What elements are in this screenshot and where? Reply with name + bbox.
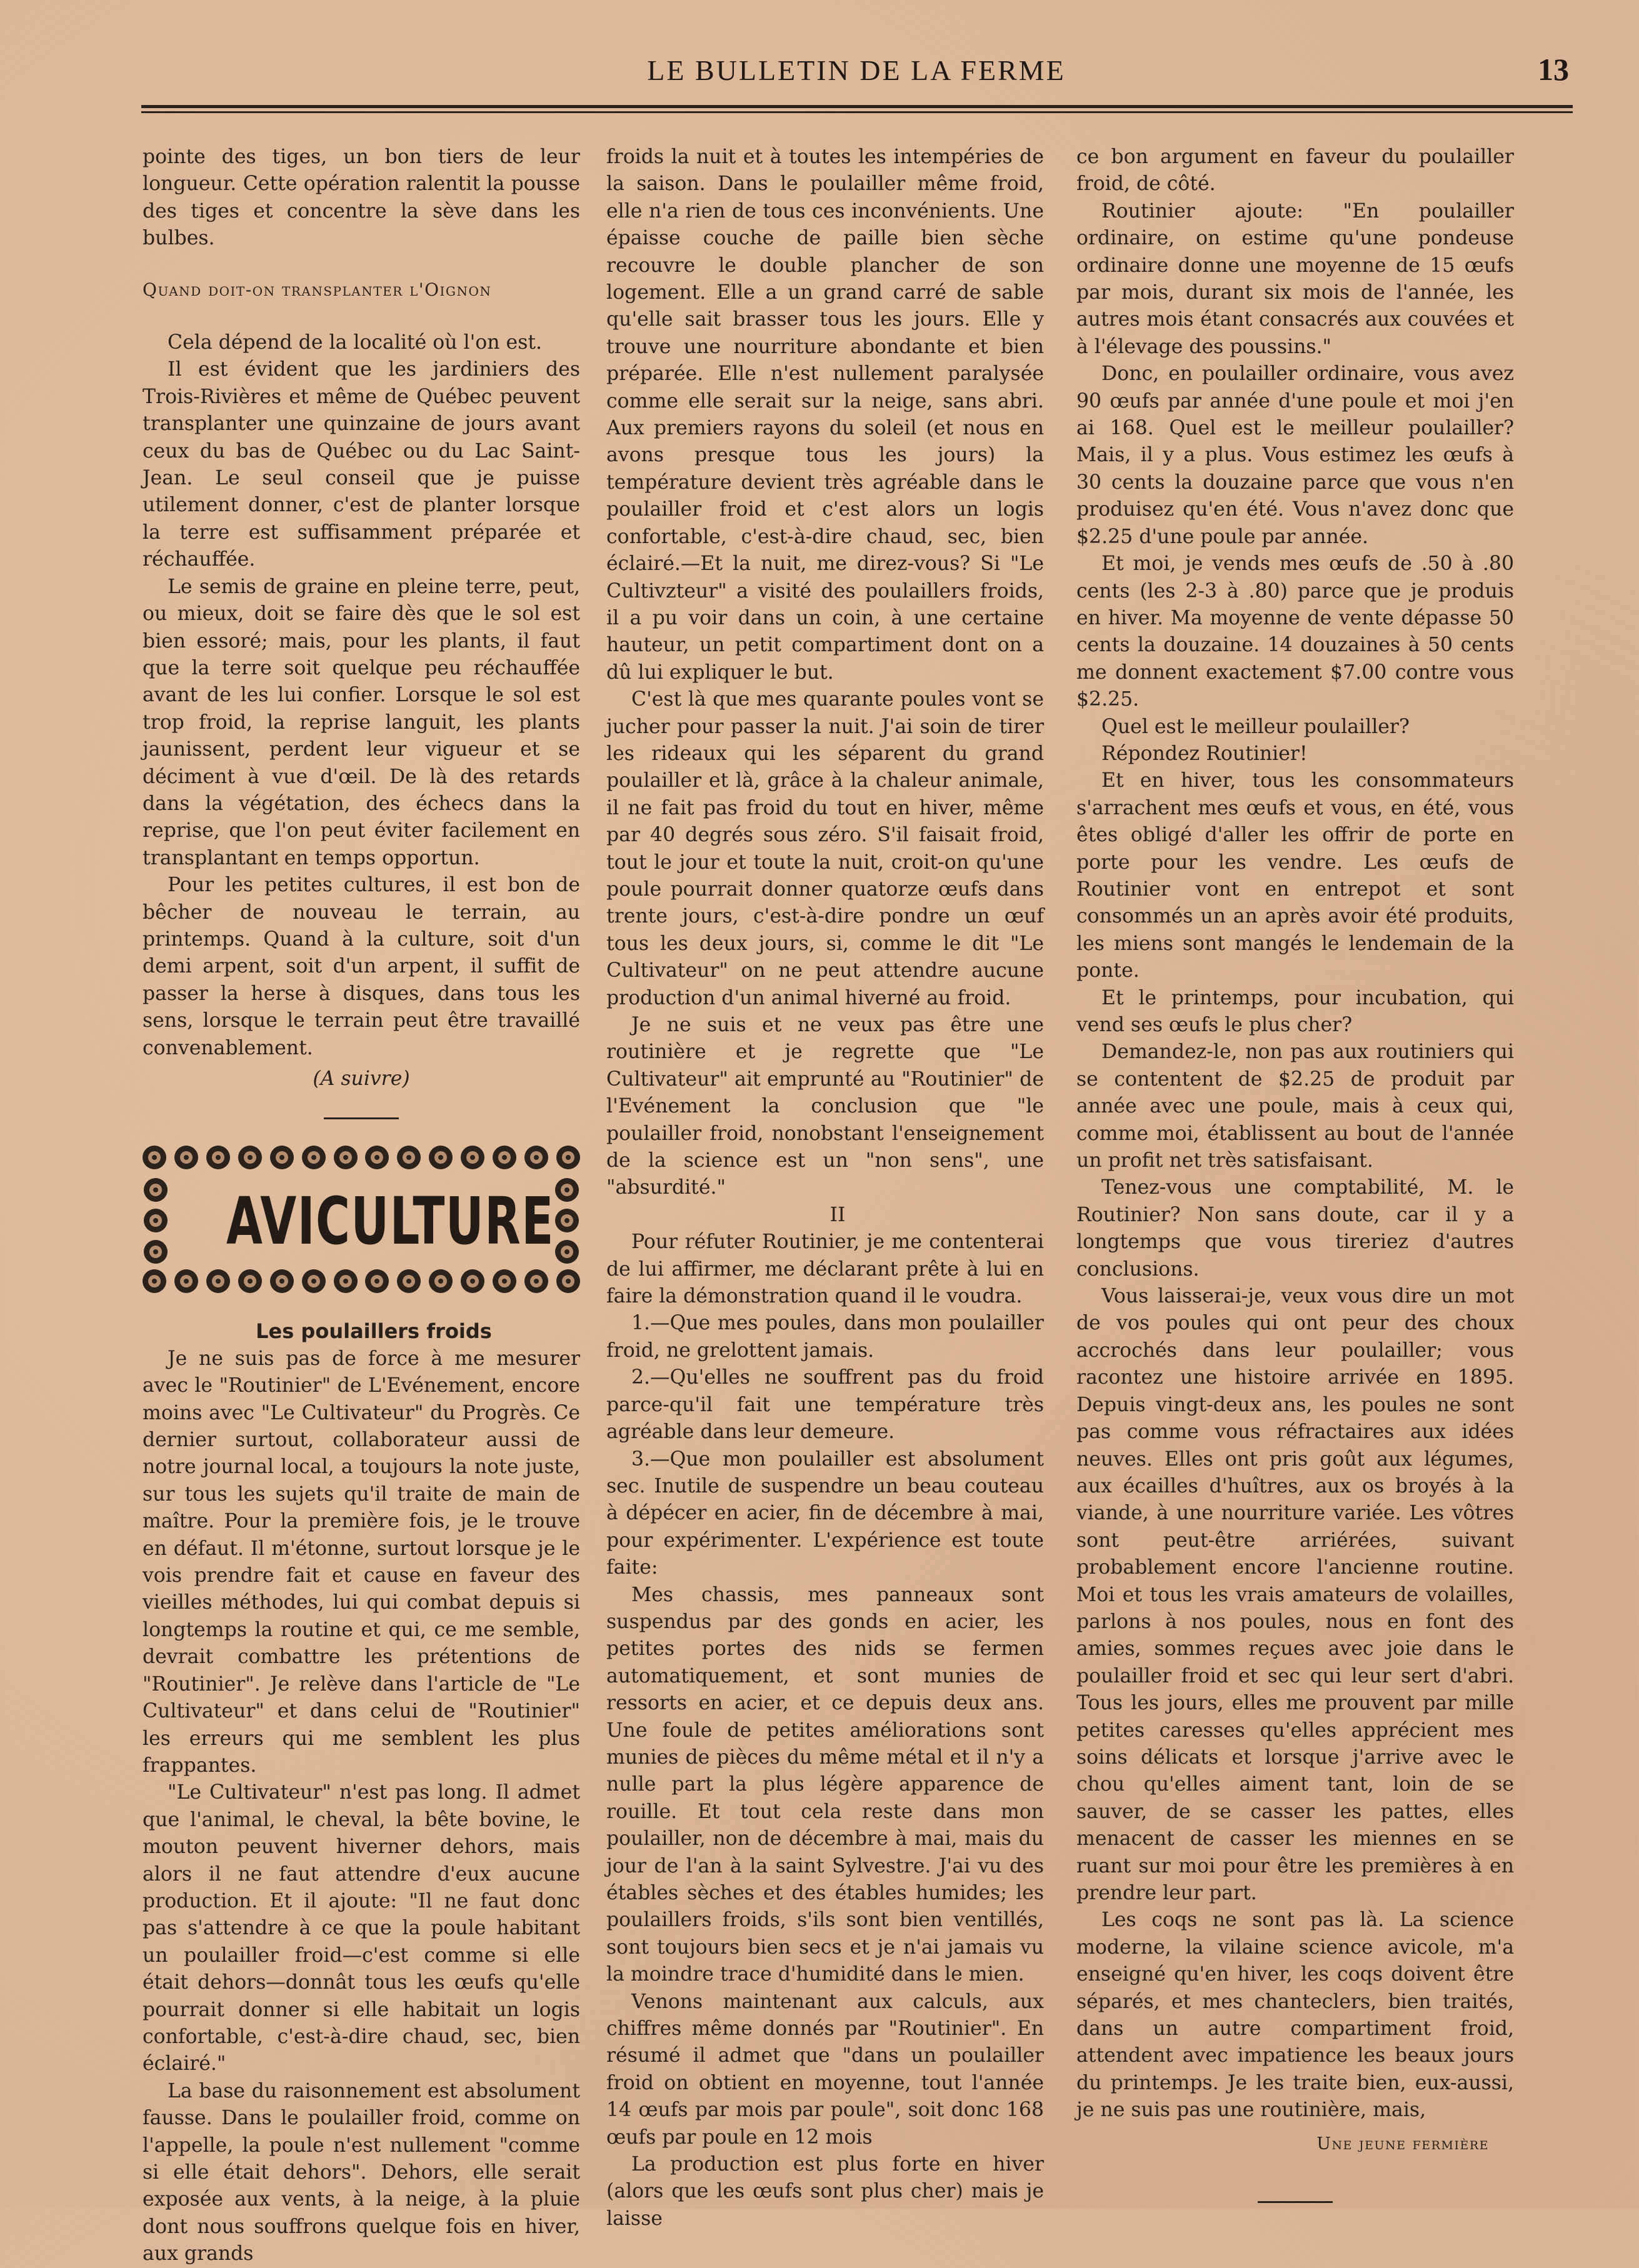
rosette-ornament (174, 1269, 198, 1293)
rosette-ornament (174, 1146, 198, 1169)
rosette-ornament (270, 1146, 294, 1169)
header-rule-thick (141, 105, 1573, 108)
col2-paragraph: C'est là que mes quarante poules vont se jucher pour passer la nuit. J'ai soin de tirer les rideaux qui les séparent du grand poulailler et là, grâce à la chaleur animale, il ne fait pas froid du tout en hiver, même par 40 degrés sous zéro. S'il faisait froid, tout le jour et toute la nuit, croit-on qu'une poule pourrait donner quatorze œufs dans trente jours, c'est-à-dire pondre un œuf tous les deux jours, si, comme le dit "Le Cultivateur" on ne peut attendre aucune production d'un animal hiverné au froid. (606, 688, 1044, 1009)
col3-paragraph: Demandez-le, non pas aux routiniers qui se contentent de $2.25 de produit par année avec une poule, mais à ceux qui, comme moi, établissent au bout de l'année un profit net très satisfaisant. (1076, 1041, 1514, 1172)
section-numeral: II (830, 1203, 846, 1226)
rosette-ornament (461, 1146, 484, 1169)
col1-paragraph: Je ne suis pas de force à me mesurer avec le "Routinier" de L'Evénement, encore moins avec "Le Cultivateur" du Progrès. Ce dernier surtout, collaborateur aussi de notre journal local, a toujours la note juste, sur tous les sujets qu'il traite de main de maître. Pour la première fois, je le trouve en défaut. Il m'étonne, surtout lorsque je le vois prendre fait et cause en faveur des vieilles méthodes, lui qui combat depuis si longtemps la routine et qui, ce me semble, devrait combattre les prétentions de "Routinier". Je relève dans l'article de "Le Cultivateur" et dans celui de "Routinier" les erreurs qui me semblent les plus frappantes. (143, 1347, 580, 1777)
masthead-title: LE BULLETIN DE LA FERME (647, 54, 1066, 86)
rosette-ornament (334, 1269, 358, 1293)
rosette-ornament (493, 1269, 516, 1293)
aviculture-title: AVICULTURE (226, 1183, 554, 1260)
col3-paragraph: Et moi, je vends mes œufs de .50 à .80 cents (les 2-3 à .80) parce que je produis en hiver. Ma moyenne de vente dépasse 50 cents la douzaine. 14 douzaines à 50 cents me donnent exactement $7.00 contre vous $2.25. (1076, 552, 1514, 711)
author-signature: Une jeune fermière (1316, 2134, 1489, 2154)
rosette-ornament (365, 1269, 389, 1293)
rosette-border-right (554, 1174, 580, 1267)
rosette-border-top (143, 1146, 580, 1172)
col1-subhead: Quand doit-on transplanter l'Oignon (143, 279, 492, 300)
section-divider (324, 1117, 399, 1119)
col2-paragraph: La production est plus forte en hiver (alors que les œufs sont plus cher) mais je laisse (606, 2153, 1044, 2230)
rosette-ornament (493, 1146, 516, 1169)
rosette-ornament (143, 1146, 166, 1169)
rosette-ornament (397, 1146, 421, 1169)
col3-paragraph: Répondez Routinier! (1101, 742, 1308, 765)
rosette-ornament (270, 1269, 294, 1293)
col3-paragraph: Donc, en poulailler ordinaire, vous avez 90 œufs par année d'une poule et moi j'en ai 168. Quel est le meilleur poulailler? Mais, il y a plus. Vous estimez les œufs à 30 cents la douzaine parce que vous n'en produisez qu'en été. Vous n'avez donc que $2.25 d'une poule par année. (1076, 362, 1514, 548)
rosette-ornament (334, 1146, 358, 1169)
col1-paragraph: Pour les petites cultures, il est bon de bêcher de nouveau le terrain, au printemps. Quand à la culture, soit d'un demi arpent, soit d'un arpent, il suffit de passer la herse à disques, dans tous les sens, lorsque le terrain peut être travaillé convenablement. (143, 874, 580, 1059)
col3-paragraph: Et en hiver, tous les consommateurs s'arrachent mes œufs et vous, en été, vous êtes obligé d'aller les offrir de porte en porte pour les vendre. Les œufs de Routinier vont en entrepot et sont consommés un an après avoir été produits, les miens sont mangés le lendemain de la ponte. (1076, 769, 1514, 982)
rosette-ornament (429, 1269, 453, 1293)
col3-paragraph: Tenez-vous une comptabilité, M. le Routinier? Non sans doute, car il y a longtemps que vous tireriez d'autres conclusions. (1076, 1176, 1514, 1281)
rosette-ornament (524, 1269, 548, 1293)
rosette-ornament (206, 1269, 230, 1293)
rosette-ornament (397, 1269, 421, 1293)
col1-intro: pointe des tiges, un bon tiers de leur longueur. Cette opération ralentit la pousse des tiges et concentre la sève dans les bulbes. (143, 146, 580, 250)
rosette-ornament (143, 1269, 166, 1293)
col1-paragraph: Cela dépend de la localité où l'on est. (168, 331, 543, 354)
aviculture-banner (143, 1146, 580, 1296)
rosette-border-left (143, 1174, 169, 1267)
rosette-border-bottom (143, 1269, 580, 1296)
rosette-ornament (302, 1146, 326, 1169)
col2-paragraph: froids la nuit et à toutes les intempéries de la saison. Dans le poulailler même froid, elle n'a rien de tous ces inconvénients. Une épaisse couche de paille bien sèche recouvre le double plancher de son logement. Elle a un grand carré de sable qu'elle sait brasser tous les jours. Elle y trouve une nourriture abondante et bien préparée. Elle n'est nullement paralysée comme elle serait sur la neige, sans abri. Aux premiers rayons du soleil (et nous en avons presque tous les jours) la température devient très agréable dans le poulailler froid et c'est alors un logis confortable, c'est-à-dire chaud, sec, bien éclairé.—Et la nuit, me direz-vous? Si "Le Cultivzteur" a visité des poulaillers froids, il a pu voir dans un coin, à une certaine hauteur, un petit compartiment dont on a dû lui expliquer le but. (606, 146, 1044, 684)
page-number: 13 (1538, 52, 1569, 87)
col2-paragraph: Je ne suis et ne veux pas être une routinière et je regrette que "Le Cultivateur" ait emprunté au "Routinier" de l'Evénement la conclusion que "le poulailler froid, nonobstant l'enseignement de la science est un "non sens", une "absurdité." (606, 1014, 1044, 1199)
rosette-ornament (206, 1146, 230, 1169)
rosette-ornament (556, 1269, 580, 1293)
rosette-ornament (555, 1209, 579, 1232)
col3-paragraph: Quel est le meilleur poulailler? (1101, 715, 1410, 738)
end-divider (1258, 2201, 1333, 2203)
rosette-ornament (144, 1209, 168, 1232)
col1-paragraph: Il est évident que les jardiniers des Trois-Rivières et même de Québec peuvent transplanter une quinzaine de jours avant ceux du bas de Québec ou du Lac Saint-Jean. Le seul conseil que je puisse utilement donner, c'est de planter lorsque la terre est suffisamment préparée et réchauffée. (143, 358, 580, 571)
article-title: Les poulaillers froids (256, 1319, 492, 1344)
col2-paragraph: Venons maintenant aux calculs, aux chiffres même donnés par "Routinier". En résumé il admet que "dans un poulailler froid on obtient en moyenne, tout l'année 14 œufs par mois par poule", soit donc 168 œufs par poule en 12 mois (606, 1990, 1044, 2149)
col2-paragraph: 3.—Que mon poulailler est absolument sec. Inutile de suspendre un beau couteau à dépécer en acier, fin de décembre à mai, pour expérimenter. L'expérience est toute faite: (606, 1447, 1044, 1579)
col3-paragraph: Vous laisserai-je, veux vous dire un mot de vos poules qui ont peur des choux accrochés dans leur poulailler; vous racontez une histoire arrivée en 1895. Depuis vingt-deux ans, les poules ne sont pas comme vous réfractaires aux idées neuves. Elles ont pris goût aux légumes, aux écailles d'huîtres, aux os broyés à la viande, à une nourriture variée. Les vôtres sont peut-être arriérées, suivant probablement encore l'ancienne routine. Moi et tous les vrais amateurs de volailles, parlons à nos poules, nous en font des amies, sommes reçues avec joie dans le poulailler froid et sec qui leur sert d'abri. Tous les jours, elles me prouvent par mille petites caresses qu'elles apprécient mes soins délicats et lorsque j'arrive avec le chou qu'elles aiment tant, loin de se sauver, de se casser les pattes, elles menacent de casser les miennes en se ruant sur moi pour être les premières à en prendre leur part. (1076, 1285, 1514, 1904)
rosette-ornament (524, 1146, 548, 1169)
col3-paragraph: ce bon argument en faveur du poulailler froid, de côté. (1076, 146, 1514, 196)
col2-paragraph: 1.—Que mes poules, dans mon poulailler froid, ne grelottent jamais. (606, 1312, 1044, 1362)
page-header (144, 49, 1569, 92)
rosette-ornament (555, 1240, 579, 1264)
col1-paragraph: Le semis de graine en pleine terre, peut, ou mieux, doit se faire dès que le sol est bien essoré; mais, pour les plants, il faut que la terre soit quelque peu réchauffée avant de les lui confier. Lorsque le sol est trop froid, la reprise languit, les plants jaunissent, perdent leur vigueur et se déciment à vue d'œil. De là des retards dans la végétation, des échecs dans la reprise, que l'on peut éviter facilement en transplantant en temps opportun. (143, 575, 580, 869)
to-be-continued: (A suivre) (313, 1067, 410, 1090)
header-rule-thin (141, 111, 1573, 113)
col1-paragraph: "Le Cultivateur" n'est pas long. Il admet que l'animal, le cheval, la bête bovine, le mouton peuvent hiverner dehors, mais alors il ne faut attendre d'eux aucune production. Et il ajoute: "Il ne faut donc pas s'attendre à ce que la poule habitant un poulailler froid—c'est comme si elle était dehors—donnât tous les œufs qu'elle pourrait donner si elle habitait un logis confortable, c'est-à-dire chaud, sec, bien éclairé." (143, 1781, 580, 2076)
col3-paragraph: Les coqs ne sont pas là. La science moderne, la vilaine science avicole, m'a enseigné qu'en hiver, les coqs doivent être séparés, et mes chanteclers, bien traités, dans un autre compartiment froid, attendent avec impatience les beaux jours du printemps. Je les traite bien, eux-aussi, je ne suis pas une routinière, mais, (1076, 1909, 1514, 2122)
rosette-ornament (238, 1269, 262, 1293)
rosette-ornament (302, 1269, 326, 1293)
col2-paragraph: Pour réfuter Routinier, je me contenterai de lui affirmer, me déclarant prête à lui en faire la démonstration quand il le voudra. (606, 1231, 1044, 1308)
col3-paragraph: Routinier ajoute: "En poulailler ordinaire, on estime qu'une pondeuse ordinaire donne une moyenne de 15 œufs par mois, durant six mois de l'année, les autres mois étant consacrés aux couvées et à l'élevage des poussins." (1076, 199, 1514, 358)
column-2 (606, 144, 1044, 2232)
column-1 (143, 144, 580, 2268)
col2-paragraph: 2.—Qu'elles ne souffrent pas du froid parce-qu'il fait une température très agréable dans leur demeure. (606, 1366, 1044, 1444)
column-3 (1076, 144, 1514, 2229)
col3-paragraph: Et le printemps, pour incubation, qui vend ses œufs le plus cher? (1076, 986, 1514, 1036)
rosette-ornament (556, 1146, 580, 1169)
rosette-ornament (144, 1240, 168, 1264)
rosette-ornament (461, 1269, 484, 1293)
rosette-ornament (429, 1146, 453, 1169)
rosette-ornament (144, 1178, 168, 1202)
rosette-ornament (238, 1146, 262, 1169)
col2-paragraph: Mes chassis, mes panneaux sont suspendus par des gonds en acier, les petites portes des nids se fermen automatiquement, et sont munies de ressorts en acier, et ce depuis deux ans. Une foule de petites améliorations sont munies de pièces du même métal et il n'y a nulle part la plus légère apparence de rouille. Et tout cela reste dans mon poulailler, non de décembre à mai, mais du jour de l'an à la saint Sylvestre. J'ai vu des étables sèches et des étables humides; les poulaillers froids, s'ils sont bien ventillés, sont toujours bien secs et je n'ai jamais vu la moindre trace d'humidité dans le mien. (606, 1583, 1044, 1986)
col1-paragraph: La base du raisonnement est absolument fausse. Dans le poulailler froid, comme on l'appelle, la poule n'est nullement "comme si elle était dehors". Dehors, elle serait exposée aux vents, à la neige, à la pluie dont nous souffrons quelque fois en hiver, aux grands (143, 2079, 580, 2266)
rosette-ornament (365, 1146, 389, 1169)
rosette-ornament (555, 1178, 579, 1202)
